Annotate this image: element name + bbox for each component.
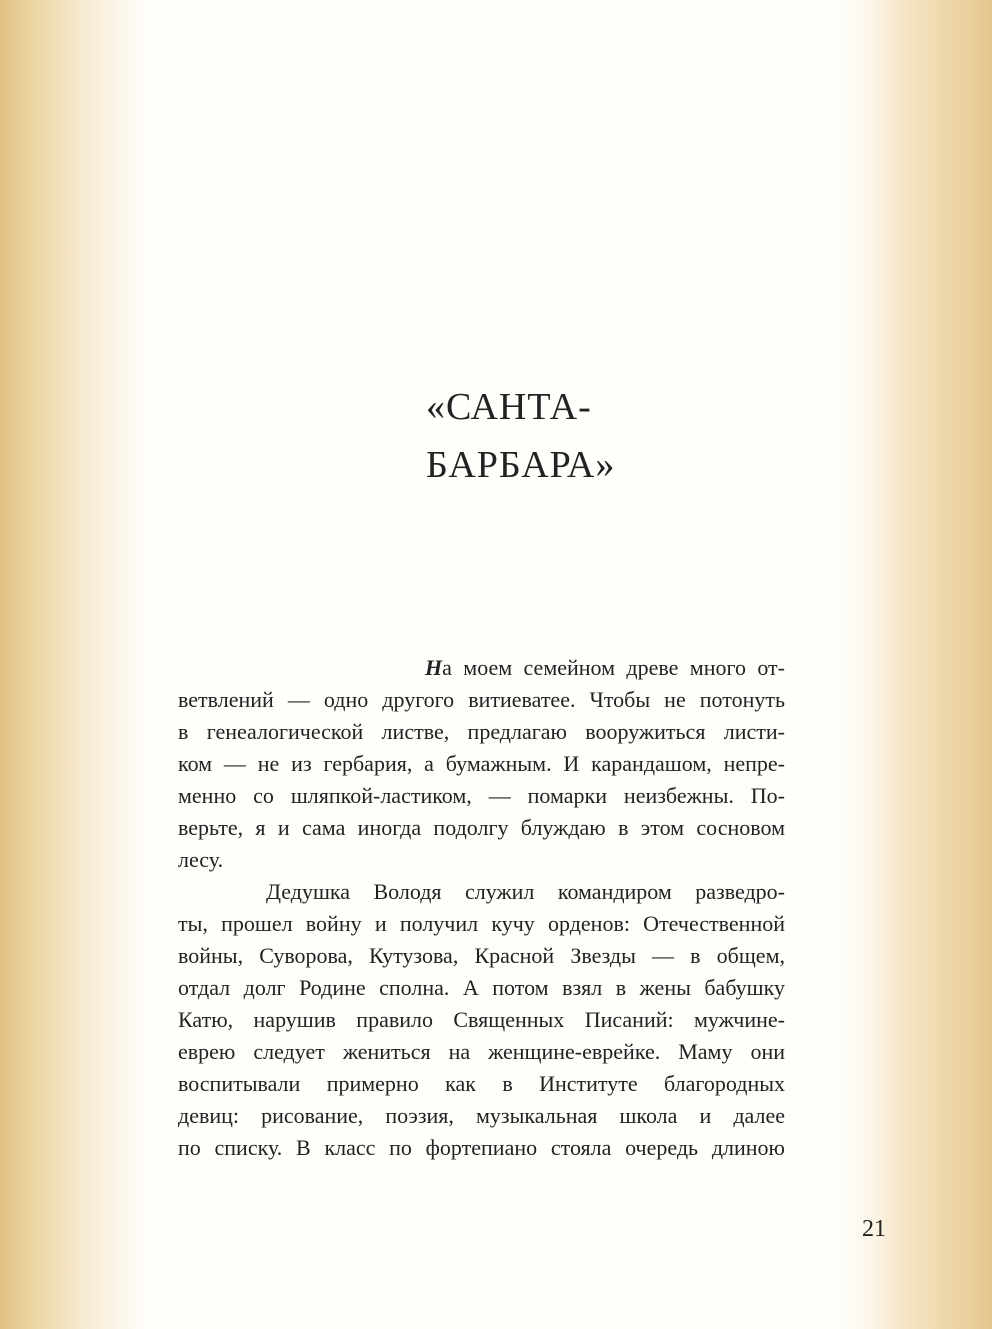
text-line: лесу. <box>178 847 224 872</box>
text-line: ты, прошел войну и получил кучу орденов: Отечественной <box>178 911 785 936</box>
text-line: девиц: рисование, поэзия, музыкальная школа и далее <box>178 1103 785 1128</box>
text-line: ком — не из гербария, а бумажным. И карандашом, непре- <box>178 751 785 776</box>
text-line: в генеалогической листве, предлагаю вооружиться листи- <box>178 719 785 744</box>
text-line: еврею следует жениться на женщине-еврейке. Маму они <box>178 1039 785 1064</box>
page-number: 21 <box>862 1216 886 1242</box>
chapter-title <box>426 378 615 494</box>
text-line: ветвлений — одно другого витиеватее. Чтобы не потонуть <box>178 687 785 712</box>
drop-cap: Н <box>425 655 443 680</box>
text-line: по списку. В класс по фортепиано стояла очередь длиною <box>178 1135 785 1160</box>
paragraph-1 <box>178 652 785 876</box>
text-line <box>178 652 785 684</box>
text-line: Катю, нарушив правило Священных Писаний: мужчине- <box>178 1007 785 1032</box>
text-line: верьте, я и сама иногда подолгу блуждаю в этом сосновом <box>178 815 785 840</box>
text-line: менно со шляпкой-ластиком, — помарки неизбежны. По- <box>178 783 785 808</box>
text-line-content: а моем семейном древе много от- <box>442 655 785 680</box>
text-line: войны, Суворова, Кутузова, Красной Звезды — в общем, <box>178 943 785 968</box>
text-line: Дедушка Володя служил командиром разведро- <box>266 879 785 904</box>
chapter-title-line-2: БАРБАРА» <box>426 444 616 486</box>
body-text <box>178 652 785 1164</box>
paragraph-2 <box>178 876 785 1164</box>
chapter-title-line-1: «САНТА- <box>426 386 592 428</box>
text-line: отдал долг Родине сполна. А потом взял в жены бабушку <box>178 975 785 1000</box>
text-line: воспитывали примерно как в Институте благородных <box>178 1071 785 1096</box>
